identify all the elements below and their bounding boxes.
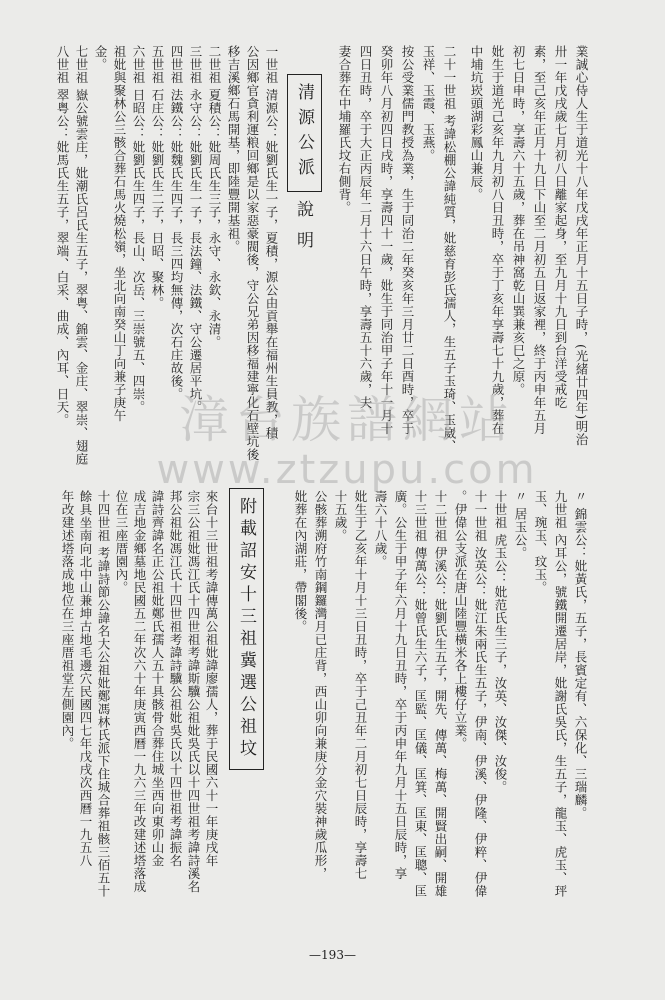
text-column: 十二世祖 伊溪公：妣劉氏生五子，開先、傳萬、梅萬、開賢出嗣、開雄	[433, 490, 448, 898]
text-column: 妣生于道光己亥年九月初八日丑時，卒于丁亥年享壽七十九歲，葬在	[490, 45, 505, 435]
text-column: 一世祖 清源公：妣劉氏生一子，夏積，源公由貢舉在福州生員教，積	[264, 45, 279, 440]
text-column: 十五歲。	[333, 490, 348, 542]
text-column: 業誠心侍人生于道光十八年戊戌年正月十五日子時，(光緒廿四年)明治	[574, 45, 589, 446]
text-column: 來台十三世祖考諱傳萬公祖妣諱廖孺人，葬于民國六十一年庚戌年	[204, 490, 219, 867]
text-column: 按公受業儒門教授為業，生于同治二年癸亥年三月廿二日酉時，卒于	[400, 45, 415, 435]
text-column: 玉、琬玉、玟玉。	[533, 490, 548, 594]
text-column: 十四世祖 考諱詩節公諱名大公祖妣鄭馮林氏派下住城合葬祖骸三佰五十	[96, 490, 111, 898]
text-column: 十三世祖 傳萬公：妣曾氏生六子，匡監、匡儀、匡箕、匡東、匡聰、匡	[413, 490, 428, 898]
text-column: 年改建述塔落成地位在三座厝祖堂左側園內。	[60, 490, 75, 750]
text-column: 公骸葬溯府竹南鋼鑼灣月已庄背，西山卯向兼庚分金穴裝神歲瓜形，	[313, 490, 328, 880]
text-column: 三世祖 永守公：妣劉氏生一子，長法鐘、法鐵、守公遷居平坑。	[188, 45, 203, 414]
text-column: 二十一世祖 考諱松棚公諱純質，妣慈育彭氏孺人，生五子玉琦、玉崴、	[442, 45, 457, 453]
text-column: 妣葬在內湖莊，帶閣後。	[293, 490, 308, 633]
text-column: 素，至己亥年正月十九日下山至二月初五日返家裡，終于丙申年五月	[532, 45, 547, 435]
text-column: 九世祖 內耳公，號鐵開遷居岸，妣謝氏吳氏，生五子，龍玉、虎玉、玶	[553, 490, 568, 898]
text-column: 。伊偉公支派在唐山陸豐橫米各上樓仔立業。	[453, 490, 468, 750]
watermark-chinese: 漳台族譜網站	[179, 391, 515, 449]
text-column: 七世祖 嶽公號雲庄，妣潮氏呂氏生五子，翠粤、錦雲、金庄、翠崇、翅庭	[74, 45, 89, 466]
section-subtitle: 說明	[293, 200, 313, 262]
text-column: 宗三公祖妣馮江氏十四世祖考諱斯驥公祖妣吳氏以十四世祖考諱詩溪名	[186, 490, 201, 893]
text-column: 癸卯年八月初四日戌時，享壽四十一歲，妣生于同治甲子年十一月十	[379, 45, 394, 435]
page-number: —193—	[309, 948, 356, 962]
site-watermark	[112, 392, 582, 492]
text-column: 壽六十八歲。	[373, 490, 388, 568]
text-column: 公因鄉官貪利運粮回鄉是以家惡豪閥後，守公兄弟因移福建寧化石壁坑後	[245, 45, 260, 461]
section-title-qingyuan: 清源公派	[287, 74, 322, 192]
text-column: 玉祥、玉霞、玉燕。	[421, 45, 436, 162]
text-column: 廣。公生于甲子年六月十九日丑時，卒于丙申年九月十五日辰時，享	[393, 490, 408, 880]
text-column: 位在三座厝園內。	[114, 490, 129, 594]
text-column: 初七日申時，享壽六十五歲，葬在吊神窩乾山巽兼亥巳之原。	[511, 45, 526, 396]
text-column: 妣生于乙亥年十月十三日丑時，卒于己丑年二月初七日辰時，享壽七	[353, 490, 368, 880]
text-column: 五世祖 石庄公：妣劉氏生二子，日昭、聚林。	[150, 45, 165, 310]
watermark-url: www.ztzupu.com	[156, 447, 538, 493]
text-column: 八世祖 翠粤公：妣馬氏生五子，翠端、白采、曲成、內耳、日天。	[55, 45, 70, 427]
text-column: 十一世祖 汝英公：妣江朱兩氏生五子，伊南、伊溪、伊隆、伊粹、伊偉	[473, 490, 488, 898]
text-column: 移吉溪鄉石馬開基，即陸豐開基祖。	[226, 45, 241, 253]
text-column: 卅一年戊戌歲七月初八日離家起身，至九月十九日到台洋受戒吃	[553, 45, 568, 409]
section-title-zhaoan-tomb: 附載詔安十三祖冀選公祖坟	[229, 488, 264, 770]
text-column: 妻合葬在中埔羅氏坟右側背。	[337, 45, 352, 214]
text-column: 十世祖 虎玉公：妣范氏生三子，汝英、汝傑、汝俊。	[493, 490, 508, 794]
text-column: 〃 居玉公。	[513, 490, 528, 560]
text-column: 中埔坑崁頭湖彩鳳山兼辰。	[469, 45, 484, 201]
text-column: 四日丑時，卒于大正丙辰年二月十六日午時，享壽五十六歲，夫	[358, 45, 373, 409]
text-column: 四世祖 法鐵公：妣魏氏生四子，長三四均無傳，次石庄故後。	[169, 45, 184, 401]
text-column: 金。	[93, 45, 108, 71]
text-column: 邦公祖妣馮江氏十四世祖考諱詩驥公祖妣吳氏以十四世祖考諱振名	[168, 490, 183, 867]
text-column: 六世祖 日昭公：妣劉氏生四子，長山、次岳、三崇號五、四崇。	[131, 45, 146, 414]
text-column: 諱詩齊諱名正公祖妣鄭氏孺人五十具骸骨合葬住城坐西向東卯山金	[150, 490, 165, 867]
text-column: 成吉地金鄉墓地民國五二年次六十年庚寅西曆一九六三年改建述塔落成	[132, 490, 147, 893]
text-column: 祖妣與聚林公三骸合葬石馬火燒松嶺，坐北向南癸山丁向兼子庚午	[112, 45, 127, 422]
text-column: 〃 錦雲公：妣黃氏，五子，長賓定有、六保化、三瑞麟。	[573, 490, 588, 820]
text-column: 二世祖 夏積公：妣周氏生三子，永守、永欽、永清。	[207, 45, 222, 349]
text-column: 餘具坐南向北中山兼坤古地毛邊穴民國四七年戊戌次西曆一九五八	[78, 490, 93, 867]
